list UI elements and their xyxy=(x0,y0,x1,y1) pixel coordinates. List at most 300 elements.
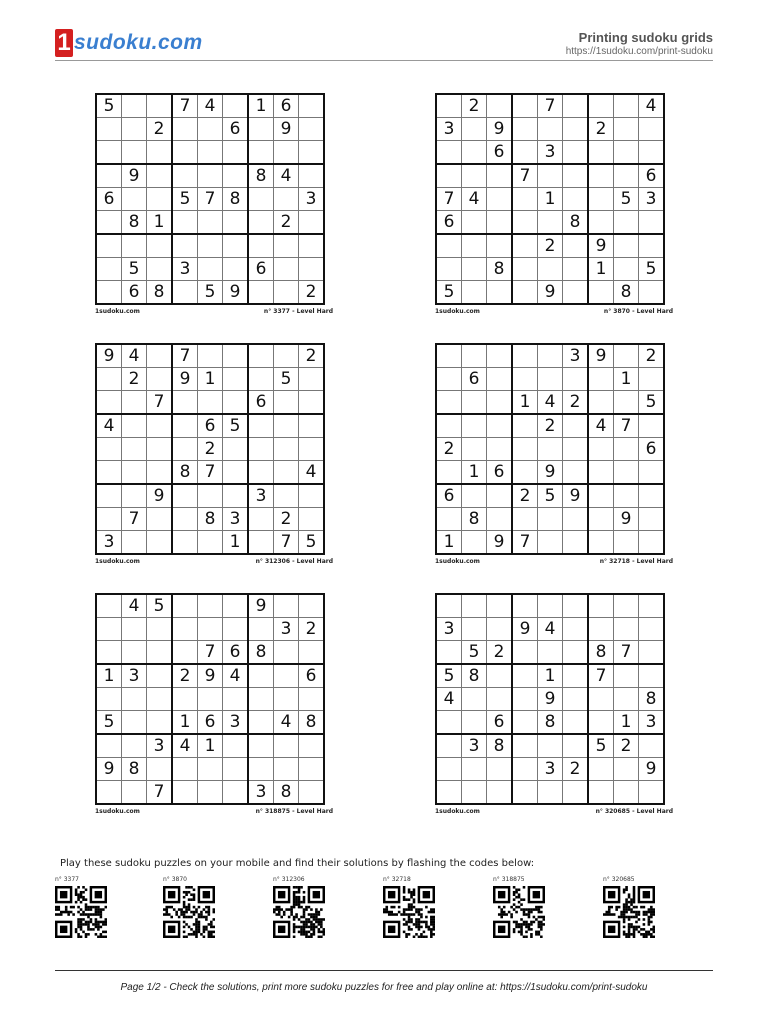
sudoku-cell xyxy=(299,508,325,531)
sudoku-cell xyxy=(172,414,198,438)
sudoku-cell xyxy=(512,211,538,235)
sudoku-cell xyxy=(248,618,274,641)
sudoku-cell xyxy=(274,734,299,758)
sudoku-cell xyxy=(96,141,122,165)
sudoku-cell: 5 xyxy=(436,664,462,688)
sudoku-cell xyxy=(147,188,173,211)
sudoku-cell xyxy=(512,508,538,531)
sudoku-puzzle xyxy=(435,93,673,315)
sudoku-cell: 6 xyxy=(487,141,513,165)
sudoku-cell: 4 xyxy=(299,461,325,485)
sudoku-cell: 3 xyxy=(274,618,299,641)
sudoku-cell xyxy=(122,234,147,258)
sudoku-cell: 4 xyxy=(172,734,198,758)
sudoku-cell xyxy=(172,164,198,188)
sudoku-cell xyxy=(147,141,173,165)
sudoku-cell xyxy=(198,618,223,641)
sudoku-cell: 5 xyxy=(96,711,122,735)
qr-code-icon[interactable] xyxy=(55,886,107,938)
sudoku-cell xyxy=(614,141,639,165)
sudoku-cell xyxy=(639,368,665,391)
sudoku-cell: 2 xyxy=(147,118,173,141)
sudoku-cell xyxy=(538,734,563,758)
sudoku-cell: 4 xyxy=(122,594,147,618)
sudoku-cell xyxy=(299,594,325,618)
sudoku-cell xyxy=(563,618,589,641)
sudoku-cell: 3 xyxy=(122,664,147,688)
sudoku-cell xyxy=(563,141,589,165)
sudoku-cell xyxy=(96,211,122,235)
puzzle-site: 1sudoku.com xyxy=(95,308,140,315)
sudoku-cell: 2 xyxy=(614,734,639,758)
sudoku-cell xyxy=(563,594,589,618)
sudoku-cell: 4 xyxy=(274,711,299,735)
sudoku-cell: 2 xyxy=(122,368,147,391)
sudoku-cell xyxy=(248,664,274,688)
sudoku-cell: 6 xyxy=(487,711,513,735)
sudoku-cell xyxy=(436,258,462,281)
sudoku-cell: 3 xyxy=(248,484,274,508)
sudoku-cell xyxy=(223,391,249,415)
header-url[interactable]: https://1sudoku.com/print-sudoku xyxy=(565,46,713,57)
sudoku-cell: 7 xyxy=(436,188,462,211)
qr-code-item[interactable] xyxy=(273,876,329,938)
sudoku-cell xyxy=(512,368,538,391)
sudoku-cell xyxy=(487,484,513,508)
sudoku-cell xyxy=(147,688,173,711)
sudoku-cell xyxy=(614,94,639,118)
sudoku-cell xyxy=(198,258,223,281)
sudoku-cell: 9 xyxy=(538,281,563,305)
sudoku-cell xyxy=(172,211,198,235)
sudoku-cell xyxy=(147,461,173,485)
sudoku-cell xyxy=(512,734,538,758)
sudoku-cell: 3 xyxy=(563,344,589,368)
sudoku-cell xyxy=(147,258,173,281)
sudoku-cell xyxy=(96,641,122,665)
sudoku-cell xyxy=(512,141,538,165)
sudoku-cell: 6 xyxy=(223,118,249,141)
sudoku-cell xyxy=(487,368,513,391)
sudoku-cell xyxy=(462,118,487,141)
sudoku-cell: 4 xyxy=(274,164,299,188)
sudoku-cell xyxy=(639,484,665,508)
sudoku-cell xyxy=(487,758,513,781)
sudoku-cell xyxy=(299,258,325,281)
sudoku-cell xyxy=(147,344,173,368)
sudoku-cell xyxy=(172,391,198,415)
sudoku-puzzle xyxy=(95,343,333,565)
sudoku-grid xyxy=(435,343,665,555)
sudoku-cell: 2 xyxy=(436,438,462,461)
sudoku-cell xyxy=(512,414,538,438)
sudoku-cell xyxy=(274,438,299,461)
sudoku-cell: 2 xyxy=(588,118,614,141)
sudoku-cell: 1 xyxy=(588,258,614,281)
sudoku-cell xyxy=(299,758,325,781)
sudoku-cell xyxy=(122,641,147,665)
sudoku-cell xyxy=(512,94,538,118)
sudoku-cell xyxy=(96,391,122,415)
sudoku-cell xyxy=(512,711,538,735)
sudoku-cell xyxy=(538,438,563,461)
sudoku-cell: 6 xyxy=(96,188,122,211)
sudoku-cell xyxy=(299,118,325,141)
sudoku-cell: 8 xyxy=(639,688,665,711)
sudoku-cell xyxy=(563,438,589,461)
sudoku-cell xyxy=(248,281,274,305)
sudoku-cell: 1 xyxy=(538,188,563,211)
sudoku-cell xyxy=(639,618,665,641)
sudoku-cell xyxy=(122,781,147,805)
sudoku-cell xyxy=(538,368,563,391)
sudoku-cell: 3 xyxy=(639,188,665,211)
sudoku-cell xyxy=(223,594,249,618)
sudoku-cell: 1 xyxy=(248,94,274,118)
sudoku-cell xyxy=(588,711,614,735)
sudoku-cell: 6 xyxy=(436,211,462,235)
sudoku-cell xyxy=(563,188,589,211)
sudoku-cell: 2 xyxy=(563,391,589,415)
sudoku-cell xyxy=(248,368,274,391)
sudoku-cell: 7 xyxy=(614,414,639,438)
sudoku-cell: 7 xyxy=(614,641,639,665)
sudoku-cell xyxy=(462,781,487,805)
sudoku-cell xyxy=(512,758,538,781)
sudoku-cell xyxy=(299,141,325,165)
sudoku-cell: 6 xyxy=(639,164,665,188)
sudoku-cell: 8 xyxy=(223,188,249,211)
sudoku-cell: 9 xyxy=(614,508,639,531)
sudoku-cell: 8 xyxy=(122,211,147,235)
sudoku-cell xyxy=(274,258,299,281)
sudoku-cell xyxy=(299,391,325,415)
site-logo[interactable] xyxy=(55,28,203,58)
sudoku-cell xyxy=(122,484,147,508)
sudoku-cell xyxy=(274,758,299,781)
sudoku-cell xyxy=(223,258,249,281)
sudoku-cell xyxy=(248,438,274,461)
sudoku-cell xyxy=(147,758,173,781)
sudoku-cell xyxy=(512,594,538,618)
sudoku-cell: 3 xyxy=(248,781,274,805)
sudoku-cell: 9 xyxy=(538,688,563,711)
logo-text: sudoku.com xyxy=(74,31,203,54)
sudoku-cell xyxy=(639,461,665,485)
sudoku-cell xyxy=(563,414,589,438)
sudoku-cell xyxy=(122,438,147,461)
puzzle-label: n° 312306 - Level Hard xyxy=(255,558,333,565)
sudoku-cell xyxy=(122,711,147,735)
sudoku-cell: 6 xyxy=(198,711,223,735)
sudoku-cell xyxy=(462,414,487,438)
sudoku-cell: 2 xyxy=(487,641,513,665)
qr-code-item[interactable] xyxy=(493,876,549,938)
sudoku-cell: 3 xyxy=(172,258,198,281)
sudoku-cell xyxy=(147,618,173,641)
sudoku-cell xyxy=(172,484,198,508)
puzzle-footer xyxy=(435,558,673,565)
sudoku-cell xyxy=(274,414,299,438)
sudoku-cell xyxy=(639,641,665,665)
sudoku-cell xyxy=(248,711,274,735)
sudoku-cell xyxy=(96,258,122,281)
sudoku-cell xyxy=(274,391,299,415)
qr-code-label: n° 3870 xyxy=(163,876,187,883)
sudoku-cell: 8 xyxy=(248,164,274,188)
sudoku-cell xyxy=(563,688,589,711)
sudoku-cell xyxy=(147,94,173,118)
sudoku-cell xyxy=(487,94,513,118)
sudoku-cell xyxy=(198,594,223,618)
sudoku-cell: 8 xyxy=(274,781,299,805)
sudoku-cell xyxy=(436,141,462,165)
sudoku-cell xyxy=(487,781,513,805)
qr-code-icon[interactable] xyxy=(163,886,215,938)
sudoku-cell xyxy=(588,484,614,508)
sudoku-cell xyxy=(172,781,198,805)
qr-code-icon[interactable] xyxy=(603,886,655,938)
puzzle-footer xyxy=(435,808,673,815)
sudoku-cell xyxy=(487,414,513,438)
sudoku-cell xyxy=(248,211,274,235)
sudoku-cell xyxy=(122,118,147,141)
sudoku-cell: 4 xyxy=(462,188,487,211)
sudoku-cell xyxy=(487,391,513,415)
sudoku-cell xyxy=(299,234,325,258)
sudoku-cell xyxy=(436,781,462,805)
sudoku-cell xyxy=(223,234,249,258)
sudoku-cell xyxy=(639,594,665,618)
sudoku-cell xyxy=(172,508,198,531)
sudoku-cell xyxy=(436,368,462,391)
sudoku-cell xyxy=(96,118,122,141)
sudoku-cell: 6 xyxy=(198,414,223,438)
puzzle-footer xyxy=(95,308,333,315)
sudoku-cell xyxy=(299,688,325,711)
sudoku-cell xyxy=(563,461,589,485)
sudoku-cell xyxy=(172,234,198,258)
sudoku-cell: 5 xyxy=(538,484,563,508)
sudoku-cell xyxy=(96,508,122,531)
sudoku-cell xyxy=(462,344,487,368)
sudoku-cell xyxy=(172,688,198,711)
sudoku-cell xyxy=(96,164,122,188)
sudoku-cell xyxy=(614,211,639,235)
qr-code-item[interactable] xyxy=(55,876,111,938)
sudoku-cell: 6 xyxy=(122,281,147,305)
sudoku-cell xyxy=(198,164,223,188)
sudoku-cell xyxy=(248,414,274,438)
sudoku-cell: 9 xyxy=(487,531,513,555)
sudoku-cell xyxy=(223,211,249,235)
sudoku-cell: 6 xyxy=(299,664,325,688)
sudoku-cell xyxy=(563,118,589,141)
sudoku-cell xyxy=(563,531,589,555)
sudoku-cell: 9 xyxy=(96,758,122,781)
sudoku-cell: 2 xyxy=(198,438,223,461)
qr-intro-text: Play these sudoku puzzles on your mobile and find their solutions by flashing the codes below: xyxy=(60,858,535,869)
sudoku-cell xyxy=(223,461,249,485)
sudoku-cell: 1 xyxy=(614,711,639,735)
sudoku-cell xyxy=(614,164,639,188)
qr-code-item[interactable] xyxy=(603,876,659,938)
sudoku-cell xyxy=(96,438,122,461)
sudoku-cell xyxy=(563,508,589,531)
sudoku-cell xyxy=(223,618,249,641)
sudoku-cell: 3 xyxy=(436,618,462,641)
sudoku-cell: 9 xyxy=(147,484,173,508)
sudoku-cell xyxy=(299,484,325,508)
qr-code-icon[interactable] xyxy=(383,886,435,938)
sudoku-cell xyxy=(588,508,614,531)
sudoku-cell xyxy=(614,688,639,711)
puzzle-label: n° 318875 - Level Hard xyxy=(255,808,333,815)
sudoku-grid xyxy=(95,93,325,305)
sudoku-cell xyxy=(299,734,325,758)
sudoku-cell: 6 xyxy=(436,484,462,508)
sudoku-cell xyxy=(274,594,299,618)
sudoku-cell: 1 xyxy=(147,211,173,235)
sudoku-cell xyxy=(563,641,589,665)
sudoku-cell xyxy=(248,344,274,368)
sudoku-cell: 7 xyxy=(172,344,198,368)
sudoku-cell: 7 xyxy=(172,94,198,118)
sudoku-cell xyxy=(96,484,122,508)
sudoku-cell xyxy=(223,781,249,805)
sudoku-cell: 9 xyxy=(588,234,614,258)
sudoku-cell xyxy=(614,531,639,555)
sudoku-cell: 7 xyxy=(588,664,614,688)
sudoku-cell: 8 xyxy=(462,664,487,688)
sudoku-cell xyxy=(563,734,589,758)
sudoku-cell: 8 xyxy=(563,211,589,235)
sudoku-cell xyxy=(198,211,223,235)
sudoku-cell xyxy=(96,281,122,305)
sudoku-cell xyxy=(512,688,538,711)
sudoku-cell xyxy=(588,438,614,461)
sudoku-cell xyxy=(462,141,487,165)
sudoku-cell: 5 xyxy=(462,641,487,665)
sudoku-cell xyxy=(614,258,639,281)
sudoku-cell xyxy=(96,461,122,485)
sudoku-cell xyxy=(639,281,665,305)
sudoku-cell xyxy=(462,484,487,508)
sudoku-cell xyxy=(147,234,173,258)
sudoku-cell: 5 xyxy=(588,734,614,758)
sudoku-cell xyxy=(198,781,223,805)
sudoku-cell: 9 xyxy=(487,118,513,141)
sudoku-cell xyxy=(436,461,462,485)
sudoku-cell: 9 xyxy=(588,344,614,368)
puzzle-label: n° 32718 - Level Hard xyxy=(599,558,673,565)
sudoku-cell xyxy=(563,368,589,391)
sudoku-cell xyxy=(563,164,589,188)
sudoku-cell xyxy=(512,344,538,368)
qr-code-item[interactable] xyxy=(163,876,219,938)
sudoku-cell xyxy=(614,344,639,368)
sudoku-cell xyxy=(462,594,487,618)
sudoku-cell: 9 xyxy=(198,664,223,688)
sudoku-cell xyxy=(147,164,173,188)
sudoku-cell: 2 xyxy=(274,211,299,235)
sudoku-cell: 7 xyxy=(198,461,223,485)
sudoku-cell: 9 xyxy=(563,484,589,508)
sudoku-cell xyxy=(512,234,538,258)
sudoku-cell xyxy=(223,94,249,118)
puzzle-footer xyxy=(95,558,333,565)
sudoku-cell xyxy=(172,531,198,555)
sudoku-cell: 2 xyxy=(563,758,589,781)
sudoku-cell xyxy=(487,688,513,711)
sudoku-grid xyxy=(435,593,665,805)
sudoku-cell xyxy=(538,594,563,618)
sudoku-cell xyxy=(147,531,173,555)
sudoku-cell: 8 xyxy=(487,734,513,758)
sudoku-cell xyxy=(512,281,538,305)
qr-code-label: n° 312306 xyxy=(273,876,305,883)
sudoku-cell xyxy=(96,734,122,758)
sudoku-cell xyxy=(538,531,563,555)
sudoku-cell xyxy=(588,94,614,118)
sudoku-cell: 4 xyxy=(223,664,249,688)
sudoku-cell xyxy=(96,781,122,805)
sudoku-cell xyxy=(487,211,513,235)
sudoku-cell xyxy=(248,188,274,211)
sudoku-cell: 1 xyxy=(538,664,563,688)
sudoku-cell: 8 xyxy=(147,281,173,305)
sudoku-cell xyxy=(299,781,325,805)
sudoku-cell xyxy=(436,594,462,618)
sudoku-cell xyxy=(147,641,173,665)
sudoku-cell xyxy=(588,188,614,211)
sudoku-cell xyxy=(512,781,538,805)
sudoku-cell: 3 xyxy=(538,141,563,165)
sudoku-cell xyxy=(462,391,487,415)
sudoku-cell xyxy=(487,281,513,305)
sudoku-cell xyxy=(462,281,487,305)
sudoku-cell xyxy=(614,438,639,461)
sudoku-cell: 8 xyxy=(198,508,223,531)
sudoku-cell: 5 xyxy=(147,594,173,618)
sudoku-cell xyxy=(639,141,665,165)
sudoku-cell xyxy=(299,641,325,665)
puzzle-site: 1sudoku.com xyxy=(435,308,480,315)
sudoku-cell: 4 xyxy=(96,414,122,438)
qr-code-icon[interactable] xyxy=(493,886,545,938)
sudoku-cell: 2 xyxy=(538,414,563,438)
sudoku-cell: 5 xyxy=(614,188,639,211)
sudoku-grid xyxy=(435,93,665,305)
sudoku-cell xyxy=(299,438,325,461)
qr-code-icon[interactable] xyxy=(273,886,325,938)
sudoku-cell: 2 xyxy=(172,664,198,688)
sudoku-cell: 4 xyxy=(639,94,665,118)
sudoku-cell xyxy=(122,531,147,555)
sudoku-cell xyxy=(223,141,249,165)
sudoku-cell: 5 xyxy=(122,258,147,281)
qr-code-item[interactable] xyxy=(383,876,439,938)
sudoku-cell: 5 xyxy=(96,94,122,118)
sudoku-cell xyxy=(248,734,274,758)
sudoku-cell xyxy=(248,688,274,711)
sudoku-cell: 8 xyxy=(538,711,563,735)
qr-code-label: n° 3377 xyxy=(55,876,79,883)
sudoku-cell: 4 xyxy=(436,688,462,711)
sudoku-cell: 9 xyxy=(248,594,274,618)
sudoku-cell xyxy=(436,414,462,438)
sudoku-cell xyxy=(563,234,589,258)
